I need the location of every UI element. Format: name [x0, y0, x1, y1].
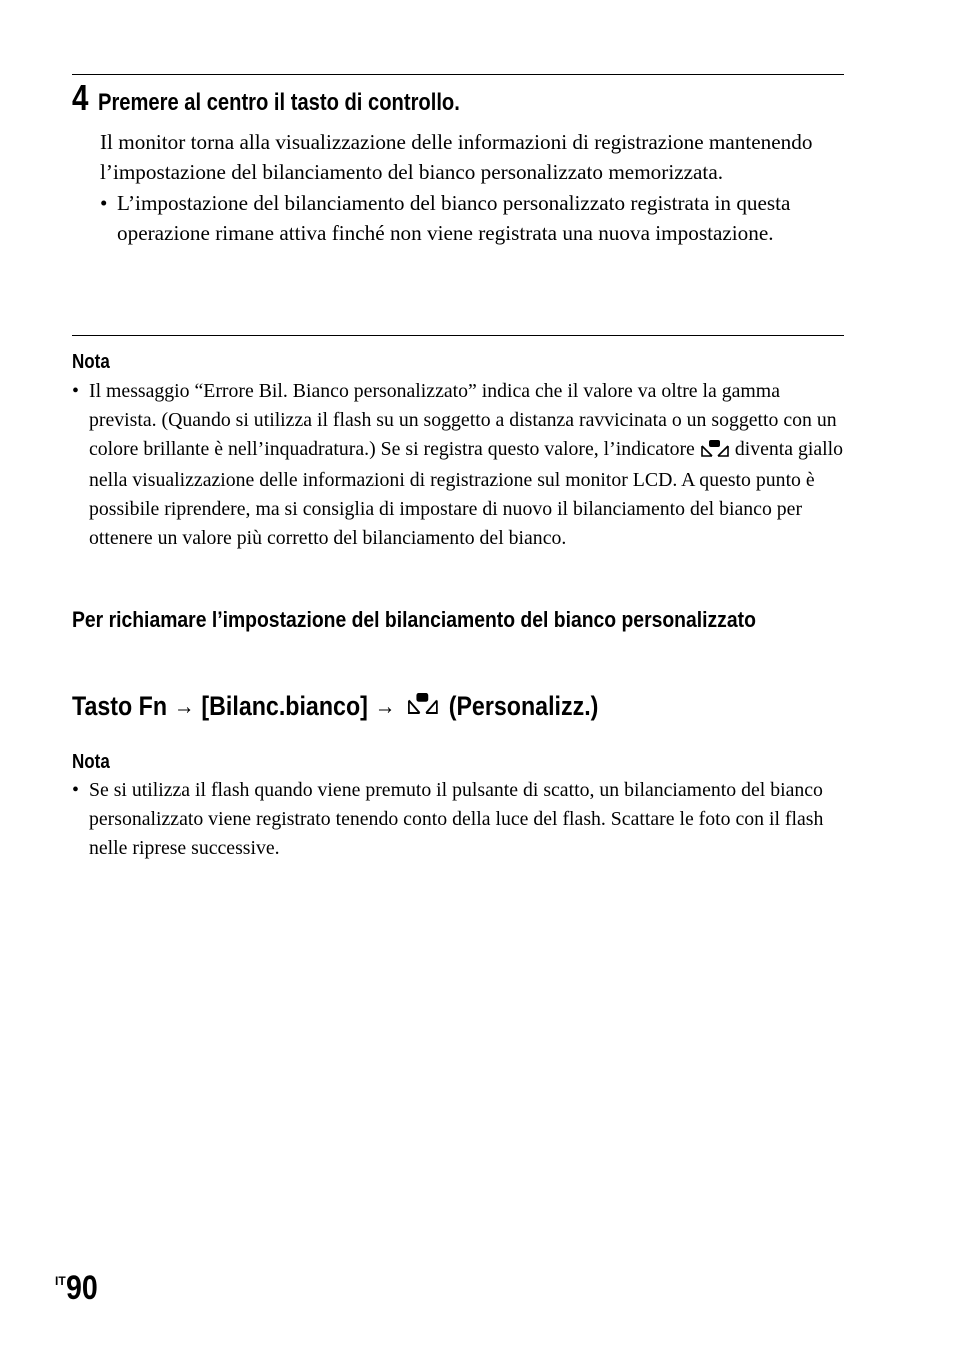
page-digits: 90 — [65, 1269, 98, 1307]
note-bullet — [72, 377, 847, 553]
step-title: Premere al centro il tasto di controllo. — [98, 89, 460, 116]
step-paragraph: Il monitor torna alla visualizzazione delle informazioni di registrazione mantenendo l’impostazione del bilanciamento del bianco personalizzato memorizzata. — [100, 130, 813, 185]
bullet-dot: • — [72, 380, 79, 402]
note-text: Se si utilizza il flash quando viene premuto il pulsante di scatto, un bilanciamento del bianco personalizzato viene registrato tenendo conto della luce del flash. Scattare le foto con il flash nelle riprese successive. — [89, 779, 824, 859]
procedure-fn-key: Tasto Fn — [72, 691, 168, 721]
top-divider — [72, 74, 844, 75]
step-bullet-text: L’impostazione del bilanciamento del bianco personalizzato registrata in questa operazione rimane attiva finché non viene registrata una nuova impostazione. — [117, 190, 791, 246]
procedure-line — [72, 690, 598, 723]
note-label: Nota — [72, 751, 110, 773]
step-body — [100, 127, 845, 249]
custom-white-balance-icon — [699, 438, 731, 467]
page-number — [55, 1268, 104, 1308]
step-number: 4 — [72, 77, 89, 118]
note-text-part2: diventa giallo nella visualizzazione delle informazioni di registrazione sul monitor LCD. A questo punto è possibile riprendere, ma si consiglia di impostare di nuovo il bilanciamento del bianco per ottenere un valore più corretto del bilanciamento del bianco. — [89, 437, 844, 549]
note-bullet — [72, 776, 847, 862]
custom-white-balance-icon — [406, 690, 440, 723]
procedure-menu-item: [Bilanc.bianco] — [201, 691, 368, 721]
section-divider — [72, 335, 844, 336]
note-label: Nota — [72, 351, 110, 373]
page-language: IT — [55, 1274, 66, 1288]
step-heading — [72, 77, 529, 118]
procedure-option: (Personalizz.) — [448, 691, 599, 721]
bullet-dot: • — [100, 190, 108, 215]
note-text-part1: Il messaggio “Errore Bil. Bianco personalizzato” indica che il valore va oltre la gamma prevista. (Quando si utilizza il flash su un soggetto a distanza ravvicinata o un soggetto con un colore brillante è nell’inquadratura.) Se si registra questo valore, l’indicatore — [89, 380, 837, 460]
section-heading: Per richiamare l’impostazione del bilanciamento del bianco personalizzato — [72, 607, 756, 632]
arrow-right-icon: → — [374, 692, 396, 720]
step-bullet — [100, 188, 845, 249]
note-body — [72, 377, 847, 553]
bullet-dot: • — [72, 779, 79, 801]
note-body — [72, 776, 847, 862]
arrow-right-icon: → — [173, 692, 195, 720]
